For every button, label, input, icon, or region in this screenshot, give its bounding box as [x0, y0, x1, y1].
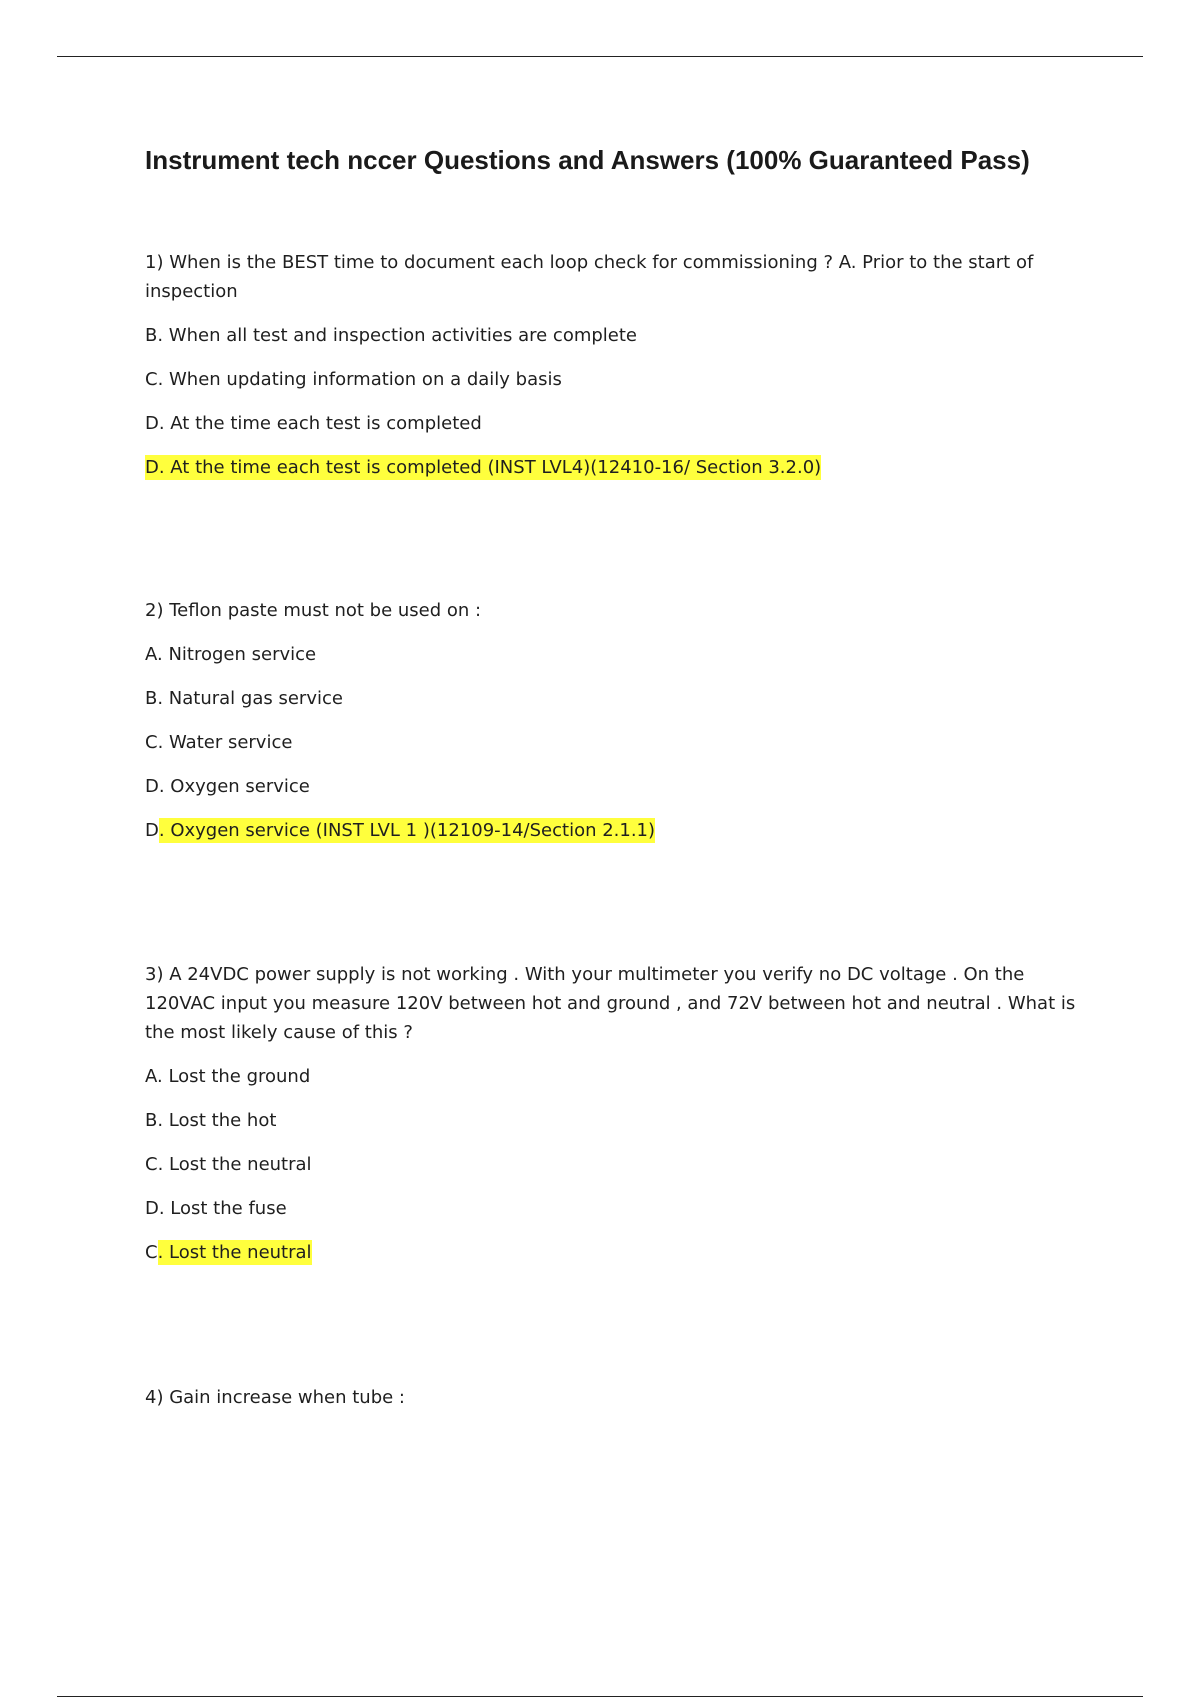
option-b: B. When all test and inspection activities are complete [145, 325, 637, 346]
question-stem: 3) A 24VDC power supply is not working . With your multimeter you verify no DC voltage . On the 120VAC input you measure 120V between hot and ground , and 72V between hot and neutral . What is the most likely cause of this ? [145, 964, 1076, 1043]
question-3 [145, 960, 1085, 1267]
option-c: C. Lost the neutral [145, 1154, 312, 1175]
option-a: A. Lost the ground [145, 1066, 311, 1087]
question-stem: 2) Teflon paste must not be used on : [145, 600, 482, 621]
footer-rule [57, 1696, 1143, 1697]
question-stem: 4) Gain increase when tube : [145, 1387, 405, 1408]
document-title: Instrument tech nccer Questions and Answers (100% Guaranteed Pass) [145, 145, 1030, 175]
answer-line [145, 816, 1085, 845]
answer-prefix: D [145, 820, 159, 841]
option-d: D. Oxygen service [145, 776, 310, 797]
question-1 [145, 248, 1085, 482]
answer-line [145, 1238, 1085, 1267]
option-a: A. Nitrogen service [145, 644, 317, 665]
question-4 [145, 1383, 1085, 1412]
option-c: C. When updating information on a daily basis [145, 369, 562, 390]
answer-prefix: C [145, 1242, 158, 1263]
answer-line [145, 453, 1085, 482]
option-d: D. At the time each test is completed [145, 413, 482, 434]
question-2 [145, 596, 1085, 845]
header-rule [57, 56, 1143, 57]
highlighted-answer: . Lost the neutral [157, 1242, 312, 1263]
option-d: D. Lost the fuse [145, 1198, 287, 1219]
option-b: B. Natural gas service [145, 688, 343, 709]
highlighted-answer: D. At the time each test is completed (INST LVL4)(12410-16/ Section 3.2.0) [145, 457, 822, 478]
option-c: C. Water service [145, 732, 293, 753]
question-stem: 1) When is the BEST time to document each loop check for commissioning ? A. Prior to the start of inspection [145, 252, 1034, 302]
option-b: B. Lost the hot [145, 1110, 277, 1131]
highlighted-answer: . Oxygen service (INST LVL 1 )(12109-14/Section 2.1.1) [158, 820, 656, 841]
